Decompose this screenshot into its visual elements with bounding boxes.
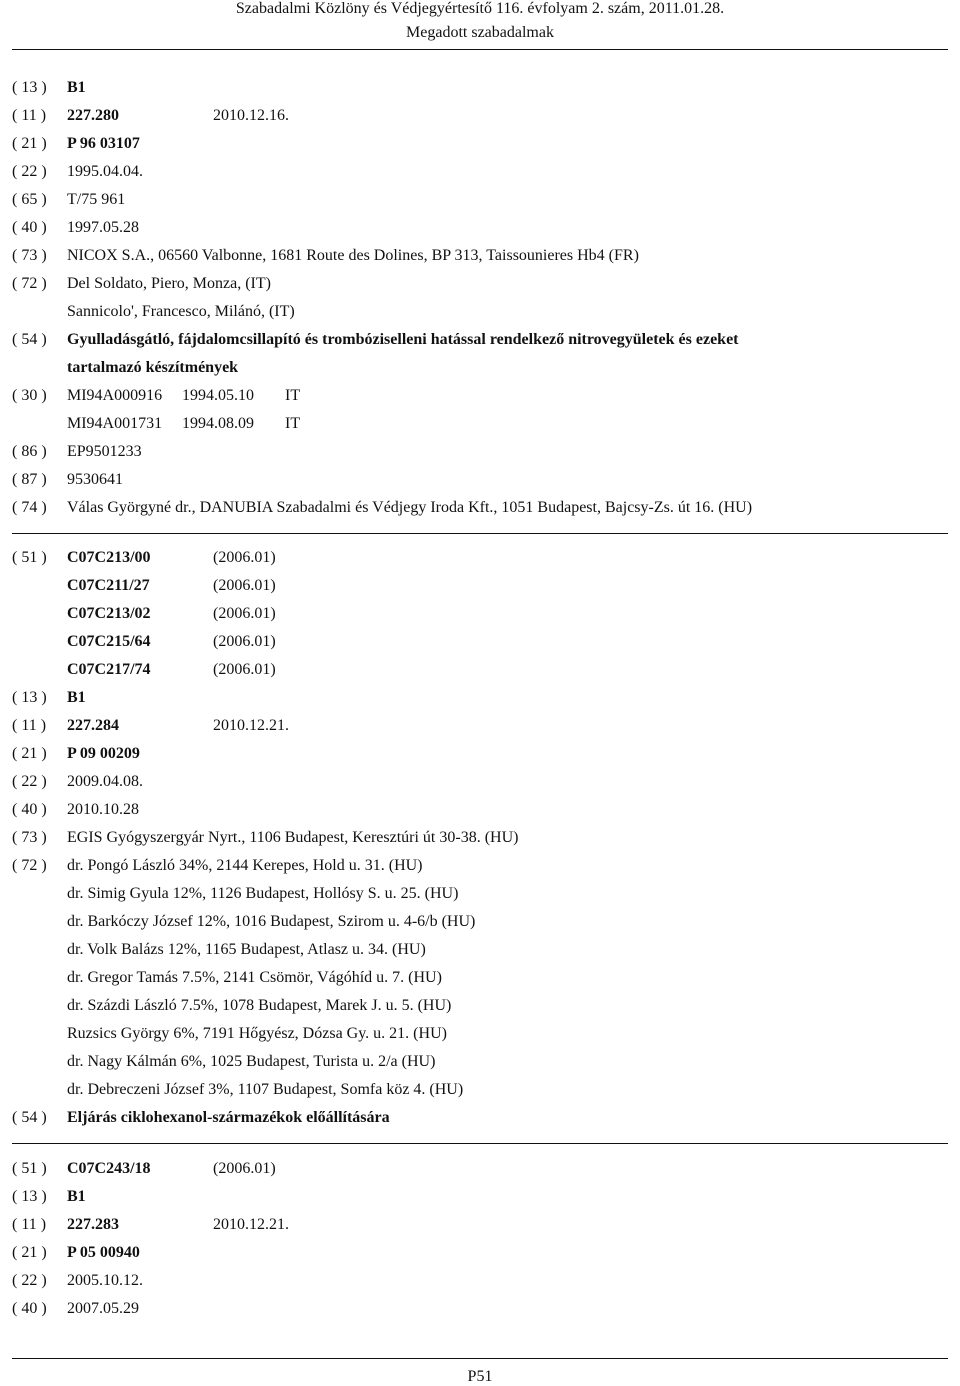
footer-divider xyxy=(12,1358,948,1359)
document-kind: B1 xyxy=(67,689,86,706)
ipc-version: (2006.01) xyxy=(213,549,276,566)
field-code: ( 40 ) xyxy=(12,1300,47,1317)
field-code: ( 51 ) xyxy=(12,549,47,566)
document-kind: B1 xyxy=(67,79,86,96)
field-code: ( 54 ) xyxy=(12,331,47,348)
application-number: P 96 03107 xyxy=(67,135,140,152)
patent-number: 227.284 xyxy=(67,717,119,734)
ipc-version: (2006.01) xyxy=(213,577,276,594)
field-code: ( 22 ) xyxy=(12,1272,47,1289)
filing-date: 1995.04.04. xyxy=(67,163,143,180)
publication-number: T/75 961 xyxy=(67,191,126,208)
field-code: ( 21 ) xyxy=(12,1244,47,1261)
invention-title: Eljárás ciklohexanol-származékok előállítására xyxy=(67,1109,390,1126)
field-code: ( 74 ) xyxy=(12,499,47,516)
field-code: ( 11 ) xyxy=(12,717,47,734)
ipc-version: (2006.01) xyxy=(213,661,276,678)
grant-date: 2010.12.21. xyxy=(213,717,289,734)
filing-date: 2009.04.08. xyxy=(67,773,143,790)
international-publication: 9530641 xyxy=(67,471,123,488)
field-code: ( 13 ) xyxy=(12,79,47,96)
field-code: ( 13 ) xyxy=(12,689,47,706)
patent-number: 227.280 xyxy=(67,107,119,124)
ipc-code: C07C217/74 xyxy=(67,661,151,678)
inventor: dr. Barkóczy József 12%, 1016 Budapest, Szirom u. 4-6/b (HU) xyxy=(67,913,476,930)
record-divider xyxy=(12,533,948,534)
inventor: dr. Debreczeni József 3%, 1107 Budapest, Somfa köz 4. (HU) xyxy=(67,1081,464,1098)
field-code: ( 86 ) xyxy=(12,443,47,460)
field-code: ( 11 ) xyxy=(12,1216,47,1233)
application-number: P 09 00209 xyxy=(67,745,140,762)
priority-date: 1994.05.10 xyxy=(182,387,254,404)
field-code: ( 40 ) xyxy=(12,219,47,236)
publication-date: 2010.10.28 xyxy=(67,801,139,818)
field-code: ( 87 ) xyxy=(12,471,47,488)
ipc-code: C07C211/27 xyxy=(67,577,150,594)
application-number: P 05 00940 xyxy=(67,1244,140,1261)
field-code: ( 21 ) xyxy=(12,745,47,762)
priority-number: MI94A001731 xyxy=(67,415,163,432)
grant-date: 2010.12.21. xyxy=(213,1216,289,1233)
inventor: Sannicolo', Francesco, Milánó, (IT) xyxy=(67,303,295,320)
patent-holder: NICOX S.A., 06560 Valbonne, 1681 Route des Dolines, BP 313, Taissounieres Hb4 (FR) xyxy=(67,247,639,264)
inventor: Ruzsics György 6%, 7191 Hőgyész, Dózsa Gy. u. 21. (HU) xyxy=(67,1025,447,1042)
inventor: dr. Nagy Kálmán 6%, 1025 Budapest, Turista u. 2/a (HU) xyxy=(67,1053,436,1070)
ipc-code: C07C213/00 xyxy=(67,549,151,566)
inventor: dr. Pongó László 34%, 2144 Kerepes, Hold u. 31. (HU) xyxy=(67,857,423,874)
document-kind: B1 xyxy=(67,1188,86,1205)
ipc-code: C07C243/18 xyxy=(67,1160,151,1177)
international-application: EP9501233 xyxy=(67,443,142,460)
field-code: ( 65 ) xyxy=(12,191,47,208)
ipc-version: (2006.01) xyxy=(213,633,276,650)
field-code: ( 72 ) xyxy=(12,275,47,292)
field-code: ( 73 ) xyxy=(12,247,47,264)
inventor: dr. Gregor Tamás 7.5%, 2141 Csömör, Vágóhíd u. 7. (HU) xyxy=(67,969,442,986)
journal-title: Szabadalmi Közlöny és Védjegyértesítő 116. évfolyam 2. szám, 2011.01.28. xyxy=(235,0,725,17)
priority-country: IT xyxy=(285,415,301,432)
record-divider xyxy=(12,1143,948,1144)
field-code: ( 22 ) xyxy=(12,163,47,180)
ipc-version: (2006.01) xyxy=(213,1160,276,1177)
inventor: Del Soldato, Piero, Monza, (IT) xyxy=(67,275,271,292)
ipc-code: C07C215/64 xyxy=(67,633,151,650)
inventor: dr. Százdi László 7.5%, 1078 Budapest, Marek J. u. 5. (HU) xyxy=(67,997,452,1014)
field-code: ( 54 ) xyxy=(12,1109,47,1126)
page-number: P51 xyxy=(467,1368,493,1385)
publication-date: 1997.05.28 xyxy=(67,219,139,236)
publication-date: 2007.05.29 xyxy=(67,1300,139,1317)
invention-title: tartalmazó készítmények xyxy=(67,359,239,376)
patent-number: 227.283 xyxy=(67,1216,119,1233)
field-code: ( 51 ) xyxy=(12,1160,47,1177)
inventor: dr. Volk Balázs 12%, 1165 Budapest, Atlasz u. 34. (HU) xyxy=(67,941,426,958)
priority-date: 1994.08.09 xyxy=(182,415,254,432)
invention-title: Gyulladásgátló, fájdalomcsillapító és trombóziselleni hatással rendelkező nitrovegyületek és ezeket xyxy=(67,331,739,348)
ipc-version: (2006.01) xyxy=(213,605,276,622)
priority-country: IT xyxy=(285,387,301,404)
section-title: Megadott szabadalmak xyxy=(406,24,554,41)
field-code: ( 73 ) xyxy=(12,829,47,846)
header-divider xyxy=(12,49,948,50)
filing-date: 2005.10.12. xyxy=(67,1272,143,1289)
field-code: ( 21 ) xyxy=(12,135,47,152)
field-code: ( 13 ) xyxy=(12,1188,47,1205)
field-code: ( 40 ) xyxy=(12,801,47,818)
field-code: ( 30 ) xyxy=(12,387,47,404)
representative: Válas Györgyné dr., DANUBIA Szabadalmi és Védjegy Iroda Kft., 1051 Budapest, Bajcsy-Zs. út 16. (HU) xyxy=(67,499,753,516)
inventor: dr. Simig Gyula 12%, 1126 Budapest, Hollósy S. u. 25. (HU) xyxy=(67,885,459,902)
field-code: ( 72 ) xyxy=(12,857,47,874)
field-code: ( 22 ) xyxy=(12,773,47,790)
ipc-code: C07C213/02 xyxy=(67,605,151,622)
patent-holder: EGIS Gyógyszergyár Nyrt., 1106 Budapest, Keresztúri út 30-38. (HU) xyxy=(67,829,519,846)
grant-date: 2010.12.16. xyxy=(213,107,289,124)
field-code: ( 11 ) xyxy=(12,107,47,124)
priority-number: MI94A000916 xyxy=(67,387,163,404)
